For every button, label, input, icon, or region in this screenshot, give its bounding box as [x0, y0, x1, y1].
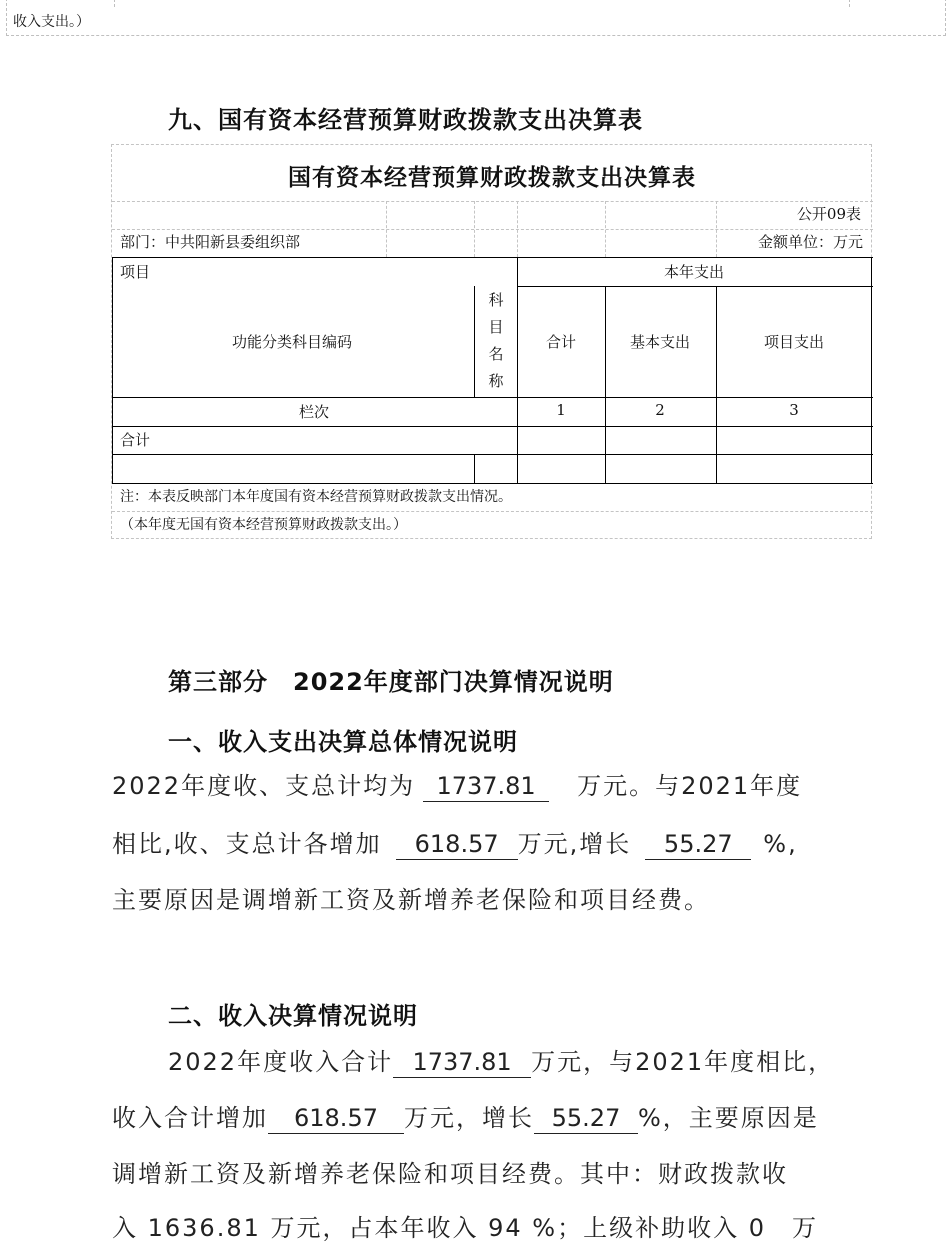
col-project: 项目支出	[763, 333, 825, 351]
grid-line	[474, 201, 475, 257]
col-basic: 基本支出	[629, 333, 691, 351]
header-current-year: 本年支出	[663, 263, 725, 281]
table-border	[474, 454, 475, 483]
table-code: 公开09表	[796, 205, 861, 223]
grid-line	[112, 229, 873, 230]
grid-line	[605, 201, 606, 257]
header-item: 项目	[120, 263, 151, 281]
department-label: 部门：中共阳新县委组织部	[120, 233, 301, 251]
table-border	[112, 257, 113, 483]
paragraph-2-line-1: 2022年度收入合计 1737.81 万元，与2021年度相比，	[168, 1048, 835, 1076]
grid-line	[517, 201, 518, 257]
table-border	[112, 454, 873, 455]
increase-value: 618.57	[396, 829, 518, 860]
col-func-code: 功能分类科目编码	[231, 333, 353, 351]
grid-line	[386, 201, 387, 257]
remnant-text: 收入支出。）	[13, 14, 90, 30]
previous-table-remnant	[6, 0, 946, 36]
income-increase-value: 618.57	[268, 1103, 404, 1134]
row-total: 合计	[120, 431, 151, 449]
paragraph-2-line-2: 收入合计增加 618.57 万元，增长 55.27 %，主要原因是	[112, 1104, 819, 1132]
table-border	[474, 286, 475, 397]
table-title: 国有资本经营预算财政拨款支出决算表	[288, 165, 696, 191]
section-heading-9: 九、国有资本经营预算财政拨款支出决算表	[168, 106, 643, 134]
remnant-divider	[114, 0, 115, 7]
growth-value: 55.27	[645, 829, 751, 860]
table-border	[716, 286, 717, 483]
col-total: 合计	[545, 333, 577, 351]
paragraph-2-line-4: 入 1636.81 万元，占本年收入 94 %；上级补助收入 0 万	[112, 1214, 819, 1242]
table-border	[517, 257, 518, 483]
paragraph-1-line-2: 相比,收、支总计各增加 618.57 万元,增长 55.27 %,	[112, 830, 798, 858]
paragraph-1-line-3: 主要原因是调增新工资及新增养老保险和项目经费。	[112, 886, 710, 914]
table-note-2: （本年度无国有资本经营预算财政拨款支出。）	[120, 517, 407, 533]
remnant-divider	[849, 0, 850, 7]
table-border	[517, 286, 873, 287]
paragraph-1-line-1: 2022年度收、支总计均为 1737.81 万元。与2021年度	[112, 772, 803, 800]
table-border	[112, 483, 873, 484]
part3-heading: 第三部分 2022年度部门决算情况说明	[168, 668, 614, 696]
table-border	[871, 257, 872, 483]
grid-line	[112, 201, 873, 202]
unit-label: 金额单位：万元	[757, 233, 863, 251]
table-border	[112, 426, 873, 427]
lanci-3: 3	[789, 401, 799, 419]
grid-line	[112, 511, 873, 512]
income-growth-value: 55.27	[534, 1103, 638, 1134]
table-border	[112, 257, 873, 258]
budget-table	[111, 144, 872, 539]
lanci-1: 1	[556, 401, 566, 419]
subheading-2: 二、收入决算情况说明	[168, 1002, 418, 1030]
table-note-1: 注：本表反映部门本年度国有资本经营预算财政拨款支出情况。	[120, 489, 512, 505]
grid-line	[716, 201, 717, 257]
income-total-value: 1737.81	[393, 1047, 531, 1078]
col-subject-name: 科 目 名 称	[488, 291, 504, 390]
table-border	[605, 286, 606, 483]
subheading-1: 一、收入支出决算总体情况说明	[168, 728, 518, 756]
paragraph-2-line-3: 调增新工资及新增养老保险和项目经费。其中：财政拨款收	[112, 1160, 788, 1188]
row-lanci: 栏次	[298, 403, 330, 421]
total-value: 1737.81	[423, 771, 549, 802]
lanci-2: 2	[655, 401, 665, 419]
table-border	[112, 397, 873, 398]
